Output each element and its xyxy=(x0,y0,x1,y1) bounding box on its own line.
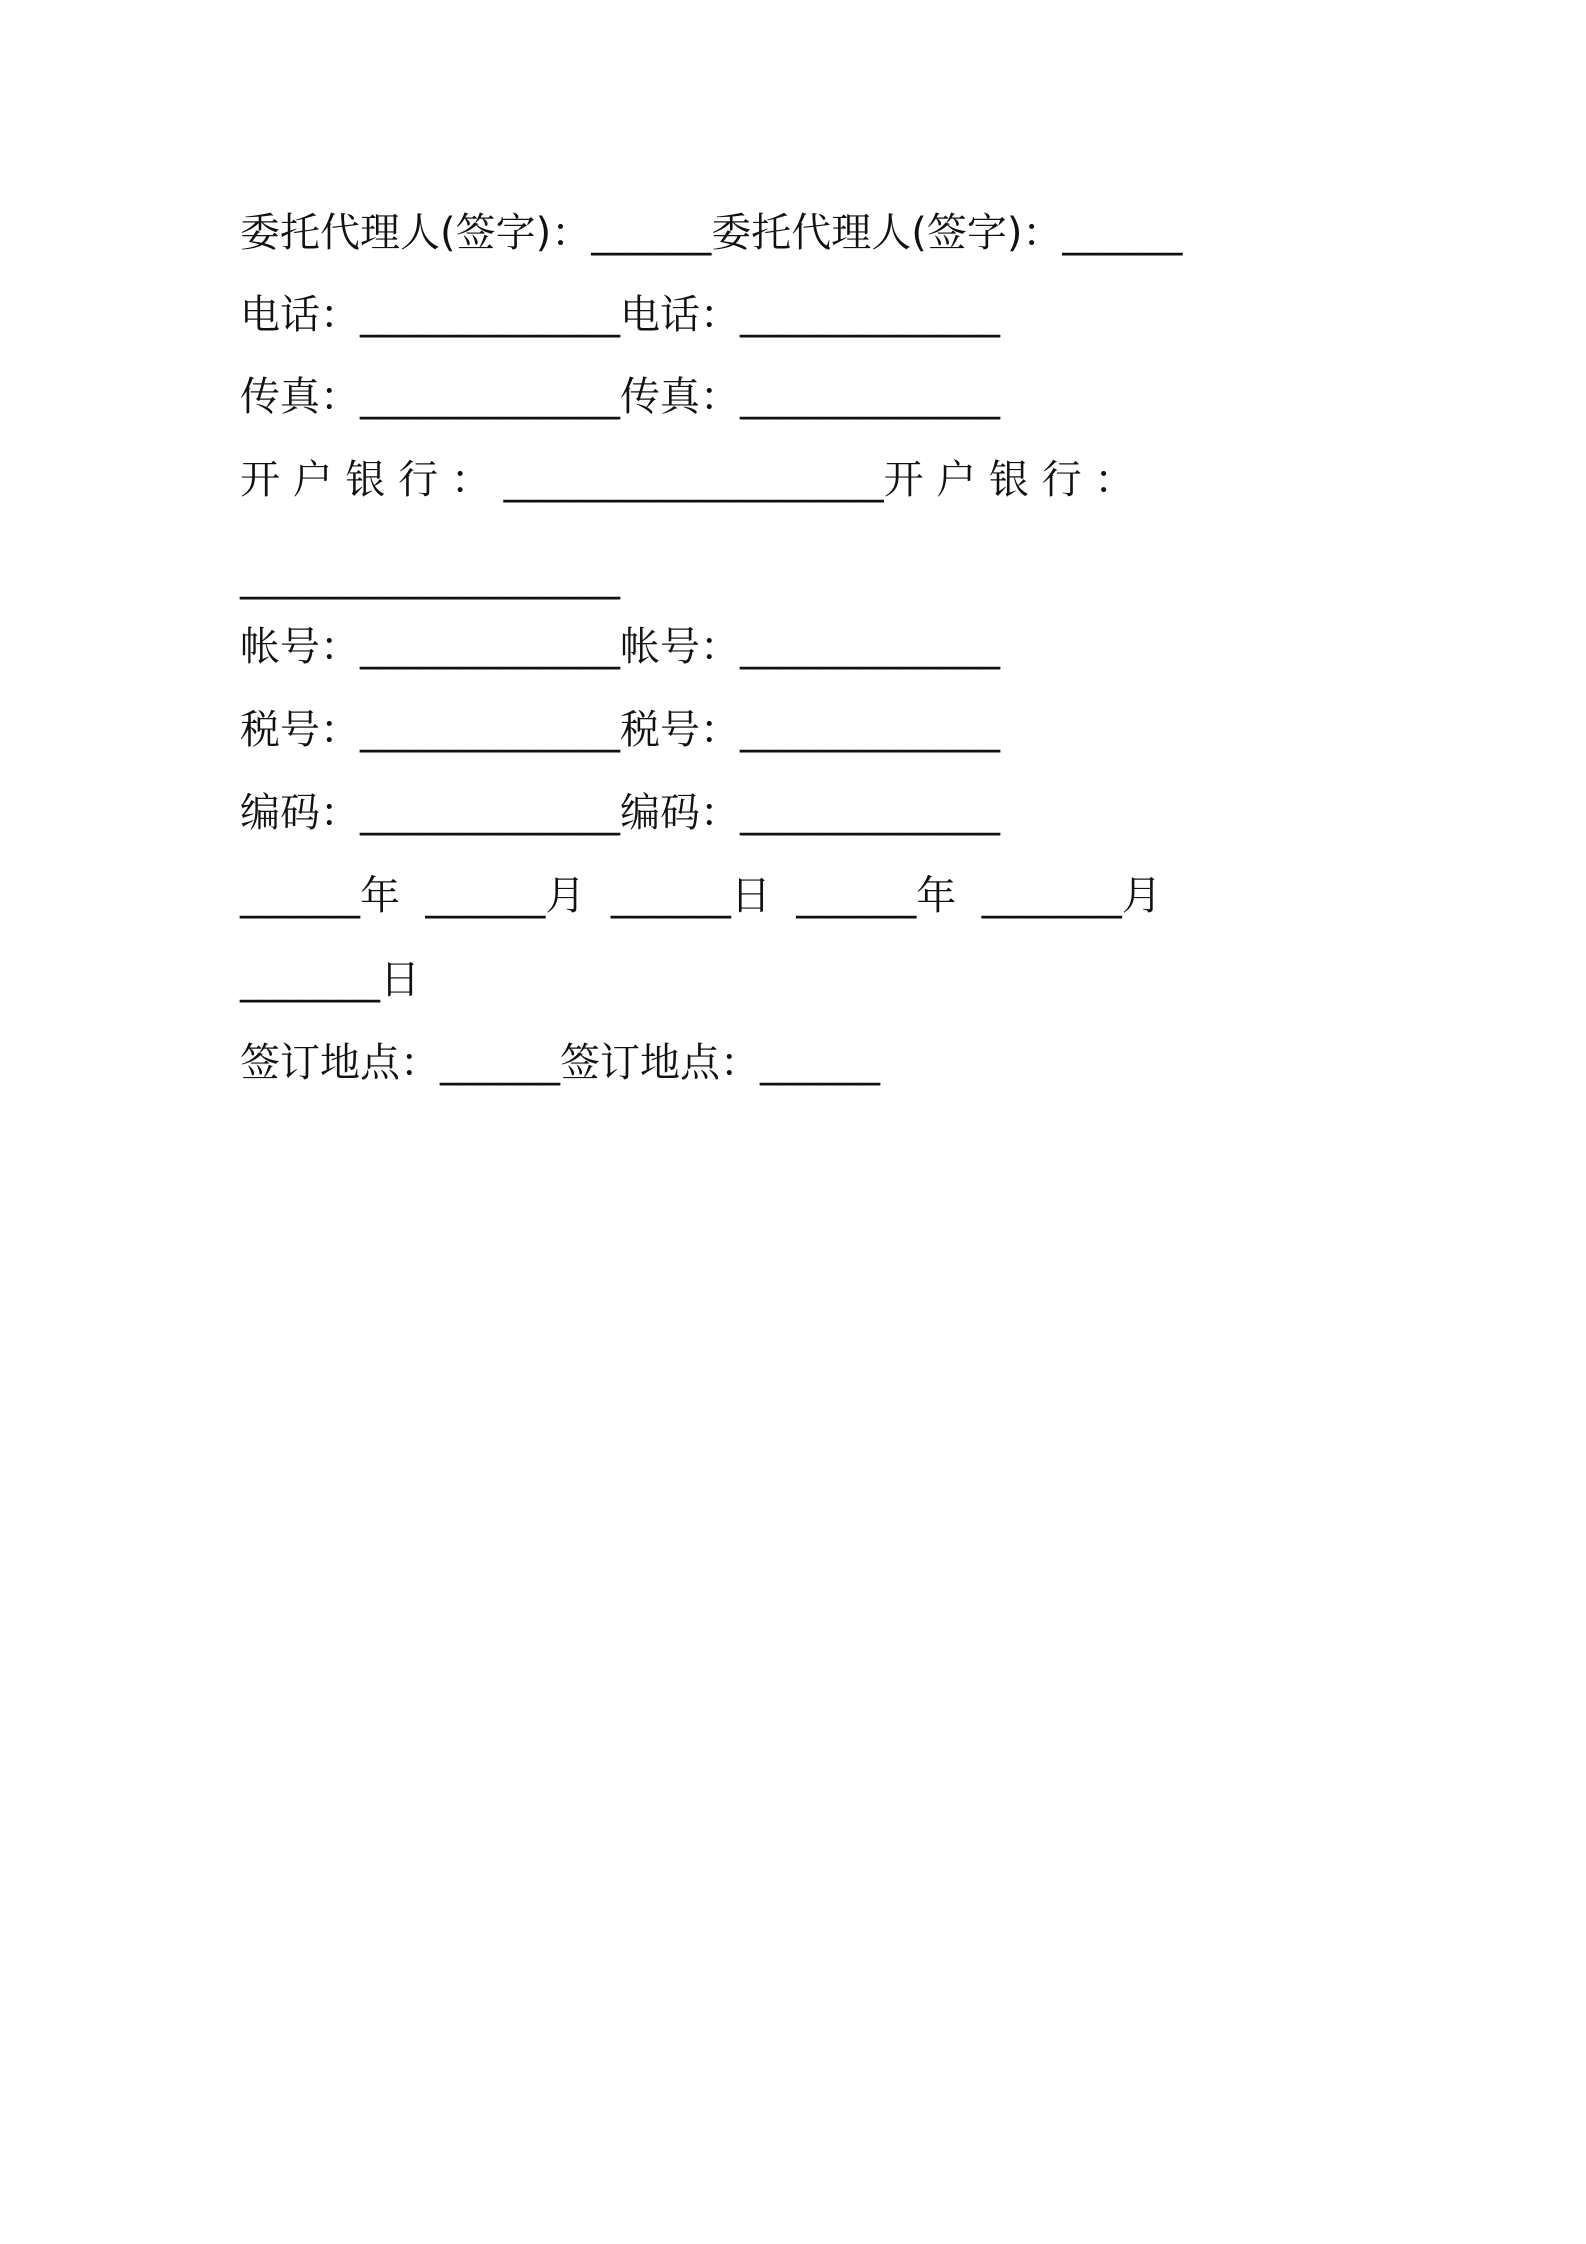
bank-line-continued: ___________________ xyxy=(240,554,620,600)
fax-line: 传真：_____________传真：_____________ xyxy=(240,374,1000,420)
account-line: 帐号：_____________帐号：_____________ xyxy=(240,624,1000,670)
date-line-continued: _______日 xyxy=(240,957,420,1003)
bank-line: 开 户 银 行 ： ___________________开 户 银 行 ： xyxy=(240,457,1135,503)
signing-place-line: 签订地点：______签订地点：______ xyxy=(240,1040,880,1086)
agent-signature-line: 委托代理人(签字)：______委托代理人(签字)：______ xyxy=(240,210,1183,256)
phone-line: 电话：_____________电话：_____________ xyxy=(240,292,1000,338)
date-line: ______年 ______月 ______日 ______年 _______月 xyxy=(240,873,1162,919)
tax-id-line: 税号：_____________税号：_____________ xyxy=(240,707,1000,753)
postcode-line: 编码：_____________编码：_____________ xyxy=(240,790,1000,836)
